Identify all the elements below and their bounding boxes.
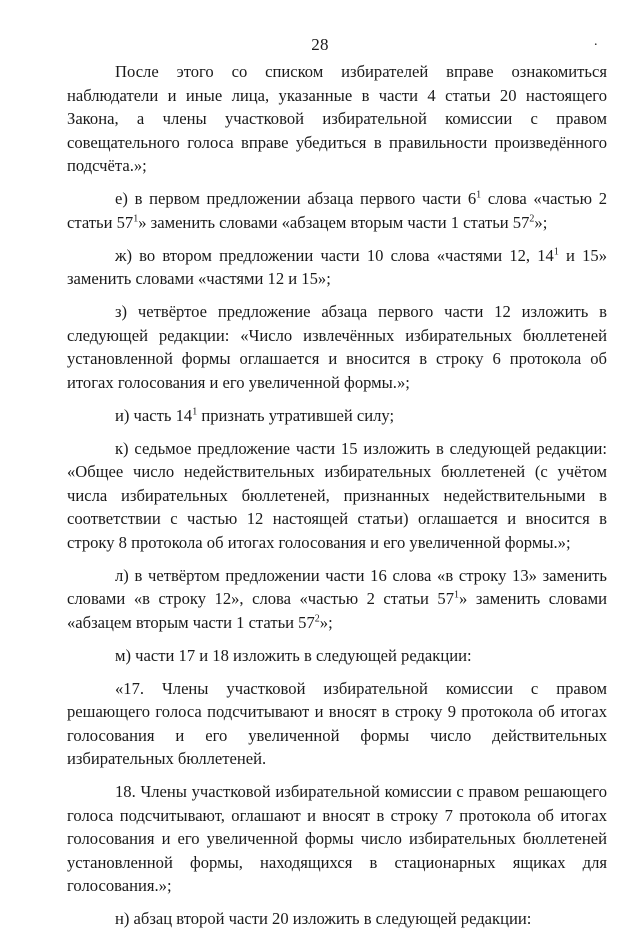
superscript: 1 — [454, 589, 459, 601]
paragraph-text: и) часть 14 — [115, 405, 193, 425]
superscript: 2 — [529, 212, 535, 224]
paragraph-text: е) в первом предложении абзаца первого части 6 — [115, 189, 477, 208]
paragraph-text: к) седьмое предложение части 15 изложить в следующей редакции: «Общее число недействительных избирательных бюллетеней (с учётом числа избирательных бюллетеней, признанных недействительными в соответствии с частью 12 настоящей статьи) оглашается и вносится в строку 8 протокола об итогах голосования и его увеличенной формы.»; — [67, 438, 607, 552]
paragraph-text: » заменить словами «абзацем вторым части 1 статьи 57 — [138, 212, 530, 232]
paragraph-zh — [67, 244, 607, 291]
paragraph-i — [67, 404, 607, 428]
page-number: 28 — [311, 35, 329, 54]
paragraph-text: »; — [319, 612, 333, 632]
superscript: 1 — [476, 189, 482, 201]
paragraph-text: » заменить словами «абзацем вторым части 1 статьи 57 — [67, 589, 607, 632]
paragraph-text: и 15» заменить словами «частями 12 и 15»; — [67, 245, 607, 288]
paragraph-z — [67, 300, 607, 394]
document-body — [67, 60, 607, 931]
page-mark: . — [594, 34, 598, 49]
paragraph-l — [67, 564, 607, 635]
paragraph-text: 18. Члены участковой избирательной комиссии с правом решающего голоса подсчитывают, оглашают и вносят в строку 7 протокола об итогах голосования и его увеличенной формы число избирательных бюллетеней установленной формы, находящихся в стационарных ящиках для голосования.»; — [67, 782, 607, 895]
superscript: 1 — [553, 245, 559, 257]
paragraph-text: »; — [534, 212, 548, 232]
paragraph-intro — [67, 60, 607, 178]
superscript: 1 — [192, 405, 198, 417]
paragraph-text: м) части 17 и 18 изложить в следующей редакции: — [115, 645, 472, 665]
superscript: 1 — [133, 212, 139, 224]
paragraph-text: признать утратившей силу; — [197, 405, 395, 425]
paragraph-n — [67, 907, 607, 931]
paragraph-m — [67, 644, 607, 668]
paragraph-e — [67, 187, 607, 234]
paragraph-17 — [67, 677, 607, 771]
paragraph-text: з) четвёртое предложение абзаца первого части 12 изложить в следующей редакции: «Число извлечённых избирательных бюллетеней установленной формы оглашается и вносится в строку 6 протокола об итогах голосования и его увеличенной формы.»; — [67, 302, 607, 392]
paragraph-text: слова «частью 2 статьи 57 — [67, 189, 607, 232]
paragraph-text: После этого со списком избирателей вправе ознакомиться наблюдатели и иные лица, указанные в части 4 статьи 20 настоящего Закона, а члены участковой избирательной комиссии с правом совещательного голоса вправе убедиться в правильности произведённого подсчёта.»; — [67, 62, 607, 175]
paragraph-text: л) в четвёртом предложении части 16 слова «в строку 13» заменить словами «в строку 12», слова «частью 2 статьи 57 — [67, 565, 607, 608]
paragraph-k — [67, 437, 607, 555]
paragraph-text: ж) во втором предложении части 10 слова «частями 12, 14 — [115, 245, 554, 265]
paragraph-text: «17. Члены участковой избирательной комиссии с правом решающего голоса подсчитывают и вносят в строку 9 протокола об итогах голосования и его увеличенной формы число действительных избирательных бюллетеней. — [67, 678, 607, 768]
paragraph-18 — [67, 780, 607, 898]
paragraph-text: н) абзац второй части 20 изложить в следующей редакции: — [115, 909, 532, 928]
superscript: 2 — [314, 612, 320, 624]
